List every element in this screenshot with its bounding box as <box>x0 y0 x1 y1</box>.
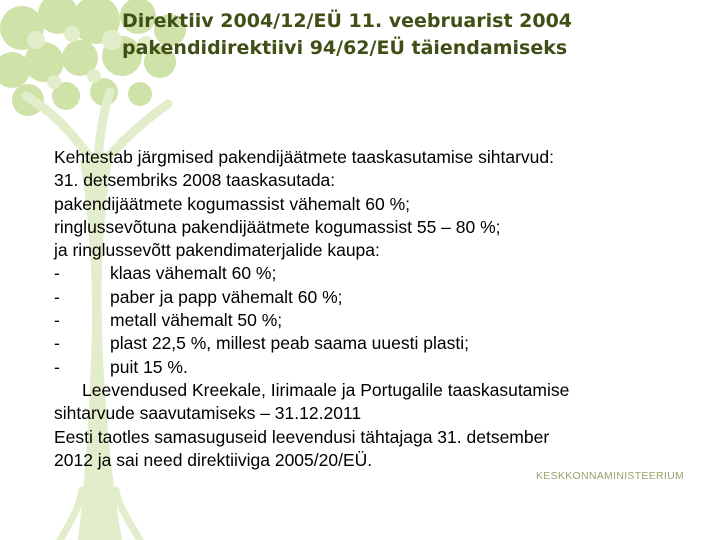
body-line: pakendijäätmete kogumassist vähemalt 60 %; <box>54 193 411 214</box>
bullet-text: puit 15 %. <box>110 356 188 377</box>
slide-body <box>54 146 704 472</box>
bullet-text: klaas vähemalt 60 %; <box>110 263 277 284</box>
derogation-line: Leevendused Kreekale, Iirimaale ja Portugalile taaskasutamise <box>82 379 570 400</box>
body-line: 31. detsembriks 2008 taaskasutada: <box>54 170 336 191</box>
bullet-text: paber ja papp vähemalt 60 %; <box>110 286 343 307</box>
bullet-item-metal <box>54 309 704 332</box>
bullet-text: plast 22,5 %, millest peab saama uuesti plasti; <box>110 333 469 354</box>
estonia-line: 2012 ja sai need direktiiviga 2005/20/EÜ. <box>54 449 373 470</box>
bullet-item-wood <box>54 356 704 379</box>
title-line-1: Direktiiv 2004/12/EÜ 11. veebruarist 2004 <box>122 10 573 32</box>
bullet-item-paper <box>54 286 704 309</box>
derogation-line: sihtarvude saavutamiseks – 31.12.2011 <box>54 403 362 424</box>
body-line: ja ringlussevõtt pakendimaterjalide kaupa: <box>54 240 380 261</box>
bullet-dash: - <box>54 356 60 377</box>
bullet-text: metall vähemalt 50 %; <box>110 310 283 331</box>
slide-title <box>122 8 712 62</box>
ministry-footer: KESKKONNAMINISTEERIUM <box>536 470 685 482</box>
bullet-dash: - <box>54 286 60 307</box>
bullet-item-glass <box>54 262 704 285</box>
title-line-2: pakendidirektiivi 94/62/EÜ täiendamiseks <box>122 37 568 59</box>
estonia-line: Eesti taotles samasuguseid leevendusi tähtajaga 31. detsember <box>54 426 550 447</box>
body-line: Kehtestab järgmised pakendijäätmete taaskasutamise sihtarvud: <box>54 147 554 167</box>
bullet-dash: - <box>54 333 60 354</box>
body-line: ringlussevõtuna pakendijäätmete kogumassist 55 – 80 %; <box>54 216 501 237</box>
bullet-item-plastic <box>54 332 704 355</box>
bullet-dash: - <box>54 263 60 284</box>
bullet-dash: - <box>54 310 60 331</box>
